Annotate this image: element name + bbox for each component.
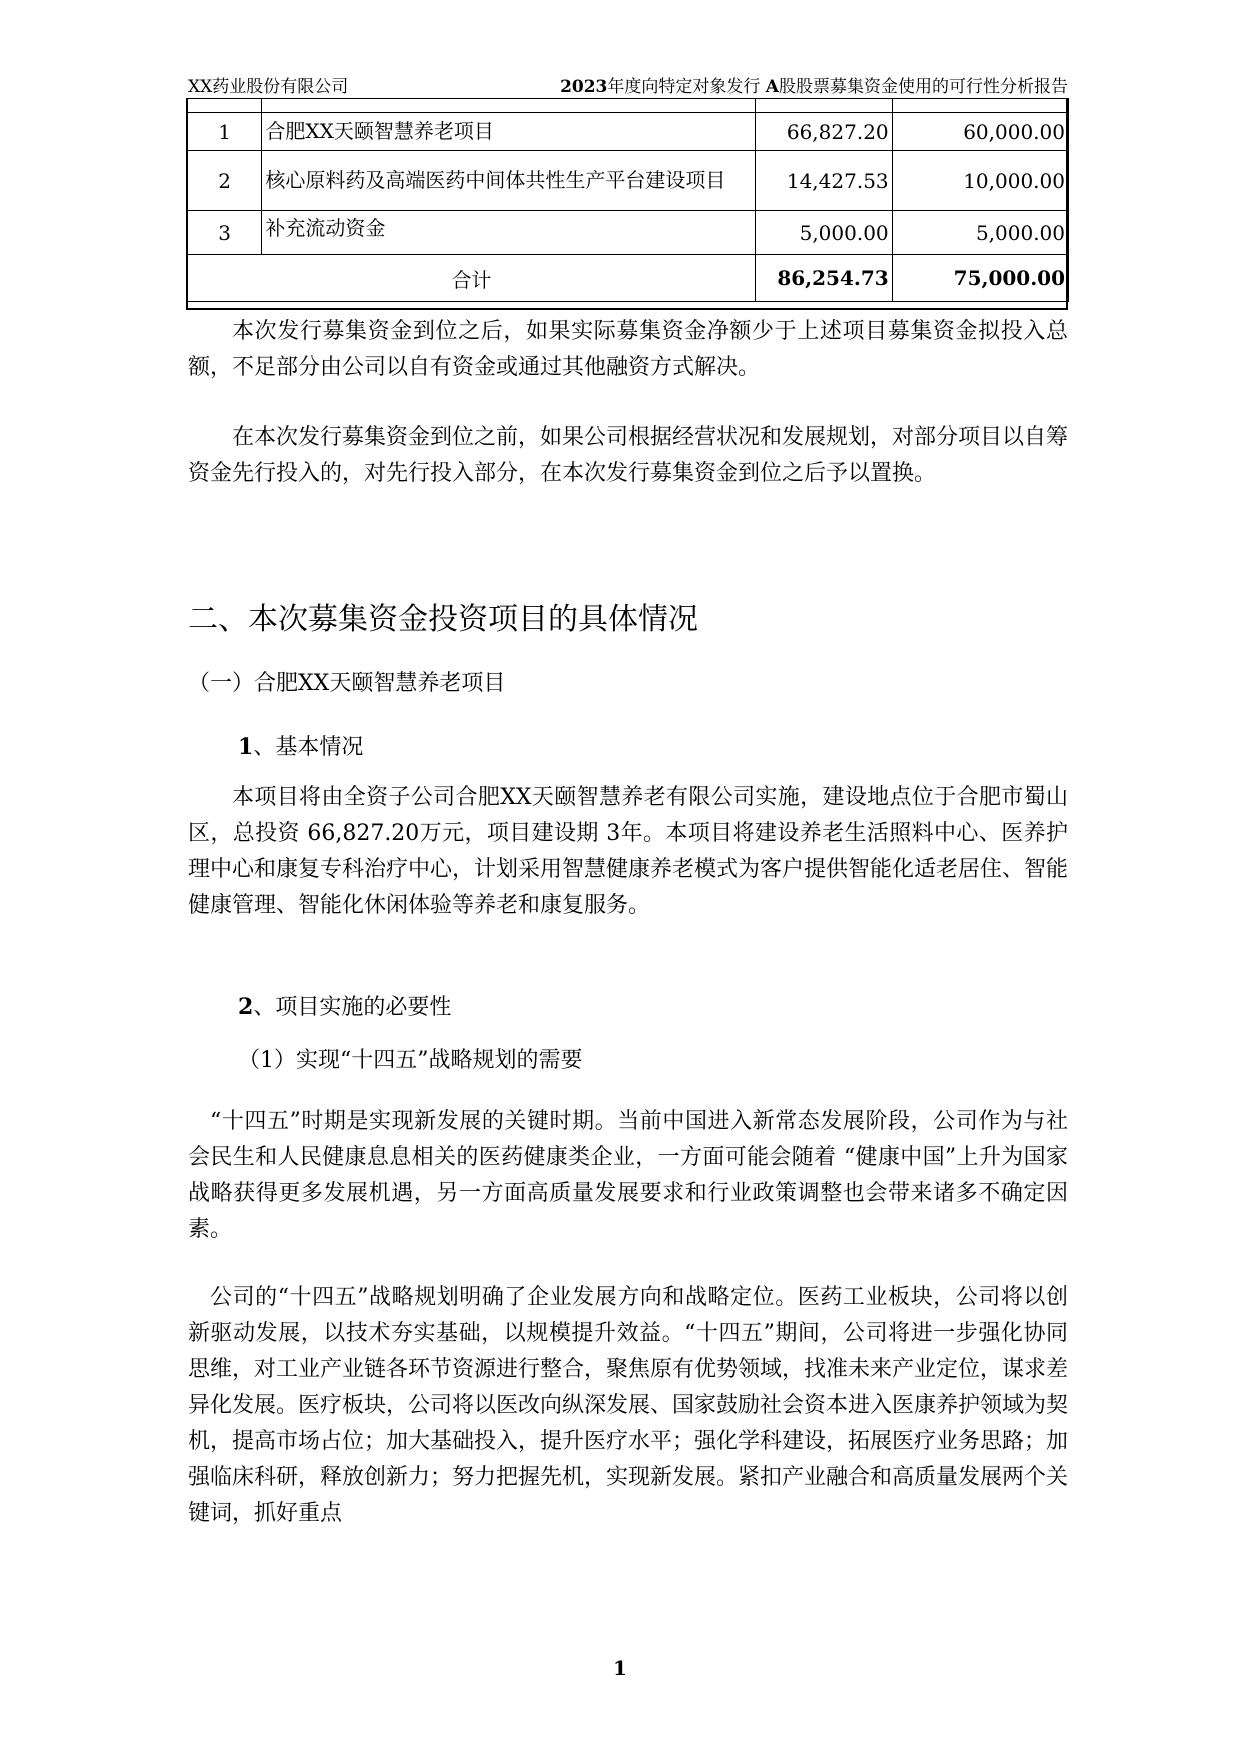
section-title: 二、本次募集资金投资项目的具体情况 [188,602,698,637]
total-investment-sum: 86,254.73 [755,255,892,302]
paragraph-funds-shortfall [188,314,1068,386]
table-row [188,211,1069,255]
paragraph-strategy [188,1280,1068,1532]
row-raise-amount: 5,000.00 [892,211,1068,255]
row-number: 2 [188,151,262,211]
paragraph-basic-info [188,780,1068,924]
table-row [188,151,1069,211]
table-blank-row [188,98,1069,113]
paragraph-text: 本次发行募集资金到位之后，如果实际募集资金净额少于上述项目募集资金拟投入总额，不足部分由公司以自有资金或通过其他融资方式解决。 [188,319,1068,380]
page-header [188,72,1068,99]
row-project-name: 合肥XX天颐智慧养老项目 [262,113,756,151]
paragraph-text: “十四五”时期是实现新发展的关键时期。当前中国进入新常态发展阶段，公司作为与社会民生和人民健康息息相关的医药健康类企业，一方面可能会随着 “健康中国”上升为国家战略获得更多发展机遇，另一方面高质量发展要求和行业政策调整也会带来诸多不确定因素。 [188,1109,1068,1242]
row-raise-amount: 10,000.00 [892,151,1068,211]
header-report-tail: 股股票募集资金使用的可行性分析报告 [779,77,1068,97]
row-project-name: 核心原料药及高端医药中间体共性生产平台建设项目 [262,151,756,211]
page-number: 1 [613,1656,627,1680]
header-report-title [560,72,1068,97]
project-table [187,98,1069,302]
heading-number: 2 [238,994,254,1020]
row-total-investment: 66,827.20 [755,113,892,151]
header-company: XX药业股份有限公司 [188,77,349,97]
total-raise-sum: 75,000.00 [892,255,1068,302]
table-total-row [188,255,1069,302]
paragraph-five-year-plan [188,1104,1068,1248]
header-report-share: A [765,77,779,97]
heading-text: 、项目实施的必要性 [253,995,452,1020]
paragraph-text: 在本次发行募集资金到位之前，如果公司根据经营状况和发展规划，对部分项目以自筹资金先行投入的，对先行投入部分，在本次发行募集资金到位之后予以置换。 [188,425,1069,486]
row-project-name: 补充流动资金 [262,211,756,255]
heading-necessity [238,990,451,1021]
row-number: 3 [188,211,262,255]
paragraph-text: 本项目将由全资子公司合肥XX天颐智慧养老有限公司实施，建设地点位于合肥市蜀山区，总投资 66,827.20万元，项目建设期 3年。本项目将建设养老生活照料中心、医养护理中心和康复专科治疗中心，计划采用智慧健康养老模式为客户提供智能化适老居住、智能健康管理、智能化休闲体验等养老和康复服务。 [188,785,1069,918]
header-report-year: 2023 [560,77,608,97]
paragraph-text: 公司的“十四五”战略规划明确了企业发展方向和战略定位。医药工业板块，公司将以创新驱动发展，以技术夯实基础，以规模提升效益。“十四五”期间，公司将进一步强化协同思维，对工业产业链各环节资源进行整合，聚焦原有优势领域，找准未来产业定位，谋求差异化发展。医疗板块，公司将以医改向纵深发展、国家鼓励社会资本进入医康养护领域为契机，提高市场占位；加大基础投入，提升医疗水平；强化学科建设，拓展医疗业务思路；加强临床科研，释放创新力；努力把握先机，实现新发展。紧扣产业融合和高质量发展两个关键词，抓好重点 [188,1285,1069,1526]
subsection-title: （一）合肥XX天颐智慧养老项目 [188,671,506,696]
paragraph-funds-replacement [188,420,1068,492]
heading-necessity-1: （1）实现“十四五”战略规划的需要 [238,1048,583,1073]
header-report-mid: 年度向特定对象发行 [607,77,761,97]
total-label: 合计 [188,255,756,302]
heading-basic-info [238,730,363,761]
heading-number: 1 [238,734,254,760]
row-raise-amount: 60,000.00 [892,113,1068,151]
row-total-investment: 5,000.00 [755,211,892,255]
table-row [188,113,1069,151]
row-number: 1 [188,113,262,151]
heading-text: 、基本情况 [253,735,364,760]
row-total-investment: 14,427.53 [755,151,892,211]
